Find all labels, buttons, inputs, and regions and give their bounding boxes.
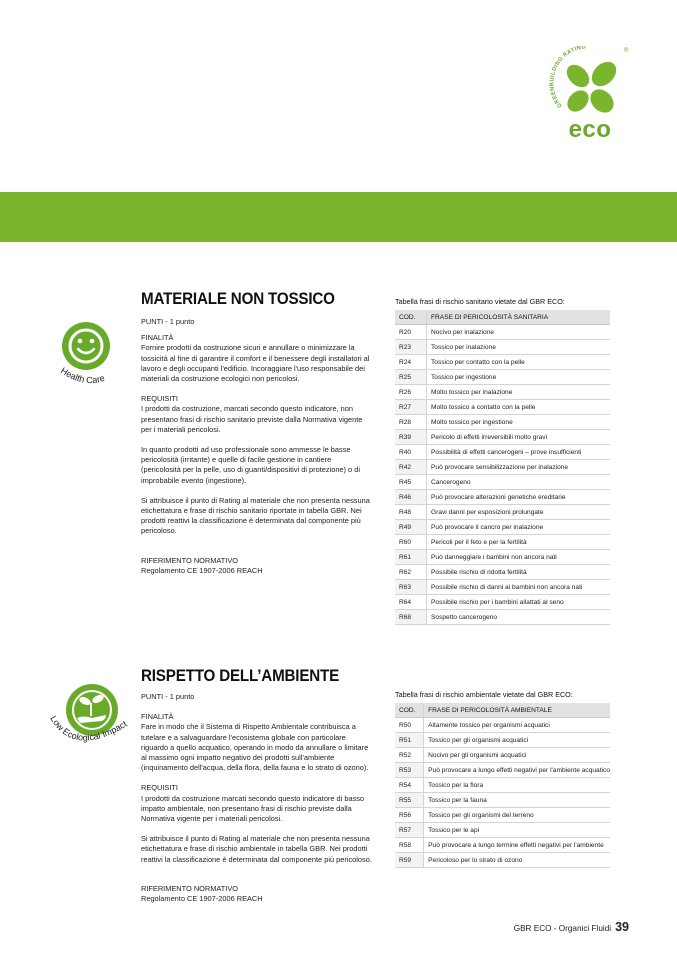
risk-phrase: Possibile rischio di danni ai bambini non ancora nati [427, 580, 611, 595]
risk-phrase: Tossico per gli organismi del terreno [424, 808, 610, 823]
risk-phrase: Molto tossico per ingestione [427, 415, 611, 430]
risk-phrase: Possibile rischio per i bambini allattati al seno [427, 595, 611, 610]
table-row [395, 430, 610, 445]
risk-phrase: Può provocare a lungo effetti negativi per l'ambiente acquatico [424, 763, 610, 778]
column-header-phrase: FRASE DI PERICOLOSITÀ SANITARIA [427, 310, 611, 325]
table-row [395, 460, 610, 475]
table-row [395, 520, 610, 535]
section2-body [141, 692, 373, 914]
risk-phrase: Tossico per ingestione [427, 370, 611, 385]
risk-phrase: Nocivo per gli organismi acquatici [424, 748, 610, 763]
table-row [395, 565, 610, 580]
smiley-face-icon [48, 312, 138, 398]
risk-code: R58 [395, 838, 424, 853]
health-care-label: Health Care [58, 365, 106, 386]
risk-phrase: Sospetto cancerogeno [427, 610, 611, 625]
risk-code: R64 [395, 595, 427, 610]
table-header-row [395, 703, 610, 718]
table-row [395, 808, 610, 823]
risk-phrase: Pericolo di effetti irreversibili molto gravi [427, 430, 611, 445]
table-row [395, 415, 610, 430]
table-row [395, 550, 610, 565]
section1-finalita-label: FINALITÀ [141, 333, 174, 343]
section1-requisiti-label: REQUISITI [141, 394, 178, 404]
risk-code: R25 [395, 370, 427, 385]
risk-phrase: Gravi danni per esposizioni prolungate [427, 505, 611, 520]
risk-phrase: Altamente tossico per organismi acquatici [424, 718, 610, 733]
risk-phrase: Cancerogeno [427, 475, 611, 490]
risk-code: R45 [395, 475, 427, 490]
table-row [395, 385, 610, 400]
section2-points: PUNTI - 1 punto [141, 692, 195, 701]
risk-code: R39 [395, 430, 427, 445]
section1-title: MATERIALE NON TOSSICO [141, 290, 335, 308]
table-row [395, 580, 610, 595]
section1-riferimento-text: Regolamento CE 1907-2006 REACH [141, 565, 263, 575]
section2-finalita-label: FINALITÀ [141, 712, 174, 722]
table-row [395, 610, 610, 625]
risk-phrase: Tossico per la fauna [424, 793, 610, 808]
risk-code: R56 [395, 808, 424, 823]
section2-table-title: Tabella frasi di rischio ambientale vietate dal GBR ECO: [395, 690, 573, 699]
table-row [395, 853, 610, 868]
section2-title: RISPETTO DELL’AMBIENTE [141, 667, 340, 685]
table-row [395, 325, 610, 340]
risk-code: R48 [395, 505, 427, 520]
section1-finalita-text: Fornire prodotti da costruzione sicuri e annullare o minimizzare la tossicità al fine di garantire il comfort e il benessere degli installatori al lavoro e degli occupanti l'edificio. Incoraggiare l'uso responsabile dei materiali da costruzione ecologici non pericolosi. [141, 343, 370, 384]
table-row [395, 445, 610, 460]
table-row [395, 733, 610, 748]
risk-code: R24 [395, 355, 427, 370]
table-row [395, 355, 610, 370]
risk-phrase: Può provocare alterazioni genetiche ereditarie [427, 490, 611, 505]
risk-code: R42 [395, 460, 427, 475]
risk-phrase: Può provocare a lungo termine effetti negativi per l'ambiente [424, 838, 610, 853]
risk-phrase: Possibile rischio di ridotta fertilità [427, 565, 611, 580]
risk-phrase: Tossico per le api [424, 823, 610, 838]
section1-body [141, 317, 373, 586]
table-row [395, 400, 610, 415]
table-row [395, 748, 610, 763]
risk-code: R55 [395, 793, 424, 808]
table-row [395, 793, 610, 808]
section1-requisiti-text1: I prodotti da costruzione, marcati secondo questo indicatore, non presentano frasi di rischio sanitario previste dalla Normativa vigente per i materiali pericolosi. [141, 404, 363, 434]
risk-code: R57 [395, 823, 424, 838]
column-header-code: COD. [395, 310, 427, 325]
section2-finalita-text: Fare in modo che il Sistema di Rispetto Ambientale contribuisca a tutelare e a salvaguardare l'ecosistema globale con particolare riguardo a quello acquatico, operando in modo da annullare o limitare al massimo ogni impatto negativo dei prodotti sull'ambiente (inquinamento dell'acqua, della flora, della fauna e lo strato di ozono). [141, 722, 369, 773]
section1-table-title: Tabella frasi di rischio sanitario vietate dal GBR ECO: [395, 297, 565, 306]
table-row [395, 535, 610, 550]
risk-phrase: Tossico per contatto con la pelle [427, 355, 611, 370]
risk-code: R20 [395, 325, 427, 340]
risk-code: R52 [395, 748, 424, 763]
header-band [0, 192, 677, 242]
logo-arc-text: GREENBUILDING RATING [549, 46, 587, 109]
section1-requisiti-text2: In quanto prodotti ad uso professionale sono ammesse le basse pericolosità (irritante) e quelle di facile gestione in cantiere (pericolosità per la pelle, uso di guanti/dispositivi di protezione) o di improbabile evento (ingestione). [141, 445, 360, 485]
risk-code: R68 [395, 610, 427, 625]
section2-requisiti-text2: Si attribuisce il punto di Rating al materiale che non presenta nessuna etichettatura e frase di rischio ambientale in tabella GBR. Nei prodotti reattivi la classificazione è determinata dal componente più pericoloso. [141, 834, 372, 864]
risk-phrase: Tossico per la flora [424, 778, 610, 793]
page-footer [514, 920, 629, 934]
table-row [395, 595, 610, 610]
risk-code: R28 [395, 415, 427, 430]
table-row [395, 340, 610, 355]
health-care-badge [48, 312, 138, 398]
risk-phrase: Pericoli per il feto e per la fertilità [427, 535, 611, 550]
plant-in-hand-icon [44, 676, 140, 772]
risk-code: R26 [395, 385, 427, 400]
risk-phrase: Tossico per gli organismi acquatici [424, 733, 610, 748]
risk-code: R62 [395, 565, 427, 580]
column-header-phrase: FRASE DI PERICOLOSITÀ AMBIENTALE [424, 703, 610, 718]
section2-requisiti-label: REQUISITI [141, 783, 178, 793]
logo-word: eco [568, 116, 612, 143]
risk-code: R40 [395, 445, 427, 460]
section2-requisiti-text1: I prodotti da costruzione marcati secondo questo indicatore di basso impatto ambientale, non presentano frasi di rischio previste dalla Normativa vigente per i materiali pericolosi. [141, 793, 365, 824]
environmental-risk-table [395, 703, 610, 868]
table-row [395, 370, 610, 385]
registered-mark: ® [624, 48, 629, 54]
section1-points: PUNTI - 1 punto [141, 317, 195, 326]
sanitary-risk-table [395, 310, 610, 625]
footer-text: GBR ECO - Organici Fluidi [513, 924, 612, 933]
risk-code: R54 [395, 778, 424, 793]
risk-code: R61 [395, 550, 427, 565]
table-row [395, 475, 610, 490]
risk-phrase: Molto tossico a contatto con la pelle [427, 400, 611, 415]
risk-phrase: Molto tossico per inalazione [427, 385, 611, 400]
risk-phrase: Pericoloso per lo strato di ozono [424, 853, 610, 868]
risk-phrase: Nocivo per inalazione [427, 325, 611, 340]
risk-code: R51 [395, 733, 424, 748]
section1-riferimento-label: RIFERIMENTO NORMATIVO [141, 555, 239, 565]
risk-phrase: Tossico per inalazione [427, 340, 611, 355]
page-number: 39 [615, 920, 629, 934]
table-header-row [395, 310, 610, 325]
risk-code: R23 [395, 340, 427, 355]
risk-phrase: Possibilità di effetti cancerogeni – prove insufficienti [427, 445, 611, 460]
risk-code: R46 [395, 490, 427, 505]
section2-riferimento-label: RIFERIMENTO NORMATIVO [141, 883, 239, 893]
table-row [395, 505, 610, 520]
column-header-code: COD. [395, 703, 424, 718]
risk-code: R50 [395, 718, 424, 733]
section2-riferimento-text: Regolamento CE 1907-2006 REACH [141, 894, 263, 904]
table-row [395, 490, 610, 505]
risk-phrase: Può danneggiare i bambini non ancora nati [427, 550, 611, 565]
low-ecological-impact-label: Low Ecological Impact [48, 713, 129, 743]
table-row [395, 838, 610, 853]
table-row [395, 778, 610, 793]
risk-code: R63 [395, 580, 427, 595]
risk-code: R53 [395, 763, 424, 778]
risk-code: R49 [395, 520, 427, 535]
risk-phrase: Può provocare sensibilizzazione per inalazione [427, 460, 611, 475]
section1-requisiti-text3: Si attribuisce il punto di Rating al materiale che non presenta nessuna etichettatura e frase di rischio sanitario riportate in tabella GBR. Nei prodotti reattivi la classificazione è determinata dal componente più pericoloso. [141, 495, 370, 536]
risk-code: R27 [395, 400, 427, 415]
table-row [395, 763, 610, 778]
table-row [395, 718, 610, 733]
risk-code: R60 [395, 535, 427, 550]
low-ecological-impact-badge [44, 676, 140, 772]
risk-phrase: Può provocare il cancro per inalazione [427, 520, 611, 535]
risk-code: R59 [395, 853, 424, 868]
table-row [395, 823, 610, 838]
